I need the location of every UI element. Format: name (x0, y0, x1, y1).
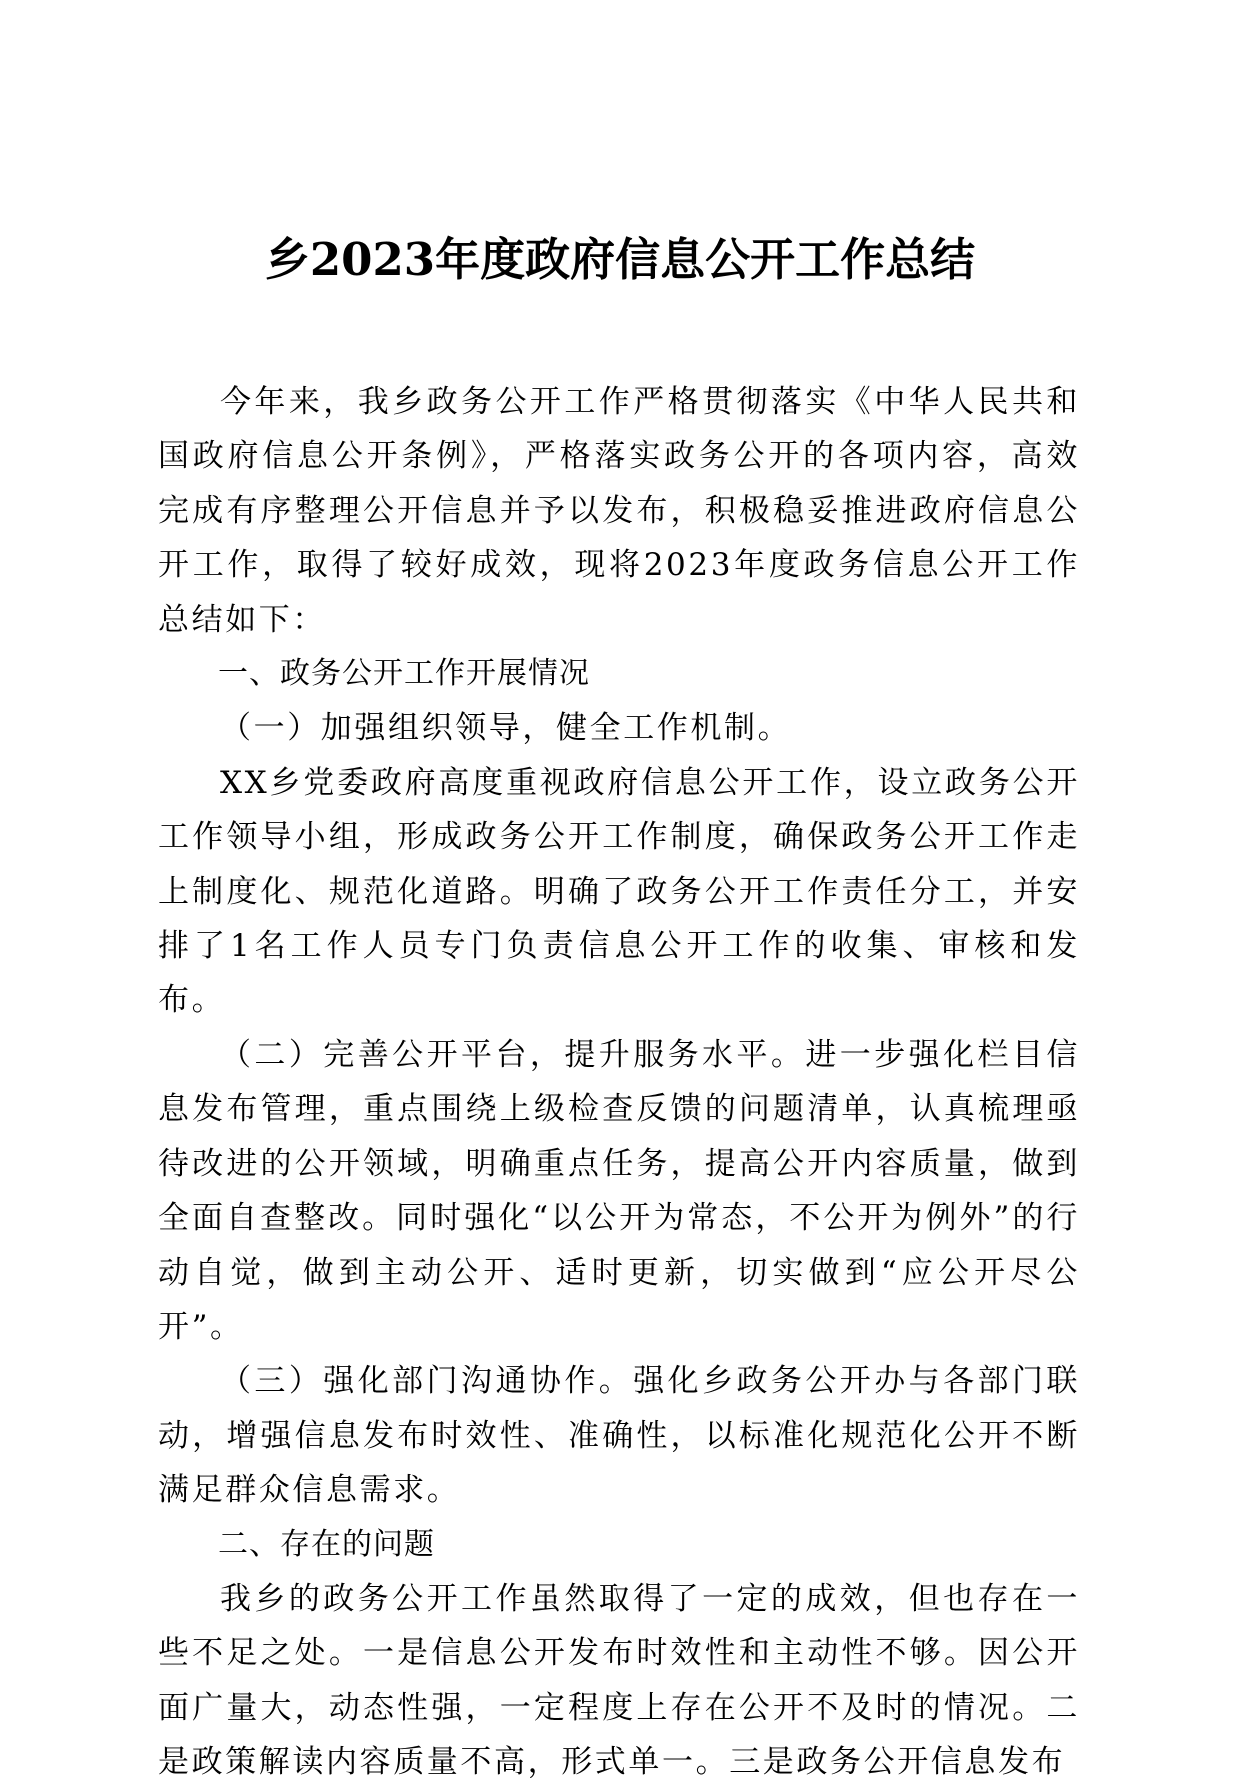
section-2-paragraph: 我乡的政务公开工作虽然取得了一定的成效，但也存在一些不足之处。一是信息公开发布时效性和主动性不够。因公开面广量大，动态性强，一定程度上存在公开不及时的情况。二是政策解读内容质量不高，形式单一。三是政务公开信息发布 (158, 1580, 1080, 1781)
subsection-3-paragraph (158, 1354, 1080, 1517)
subsection-1-heading: （一）加强组织领导，健全工作机制。 (220, 710, 792, 747)
section-1-heading: 一、政务公开工作开展情况 (218, 656, 590, 692)
intro-paragraph: 今年来，我乡政务公开工作严格贯彻落实《中华人民共和国政府信息公开条例》，严格落实政务公开的各项内容，高效完成有序整理公开信息并予以发布，积极稳妥推进政府信息公开工作，取得了较好成效，现将2023年度政务信息公开工作总结如下： (158, 384, 1080, 638)
subsection-1-paragraph: XX乡党委政府高度重视政府信息公开工作，设立政务公开工作领导小组，形成政务公开工作制度，确保政务公开工作走上制度化、规范化道路。明确了政务公开工作责任分工，并安排了1名工作人员专门负责信息公开工作的收集、审核和发布。 (158, 764, 1080, 1019)
document-title: 乡2023年度政府信息公开工作总结 (264, 233, 976, 286)
subsection-3-text: 强化乡政务公开办与各部门联动，增强信息发布时效性、准确性，以标准化规范化公开不断满足群众信息需求。 (158, 1363, 1080, 1509)
subsection-2-text: 进一步强化栏目信息发布管理，重点围绕上级检查反馈的问题清单，认真梳理亟待改进的公开领域，明确重点任务，提高公开内容质量，做到全面自查整改。同时强化“以公开为常态，不公开为例外”的行动自觉，做到主动公开、适时更新，切实做到“应公开尽公开”。 (158, 1036, 1080, 1345)
subsection-2-heading: （二）完善公开平台，提升服务水平。 (220, 1036, 806, 1073)
subsection-2-paragraph (158, 1028, 1080, 1354)
subsection-3-heading: （三）强化部门沟通协作。 (220, 1363, 634, 1400)
section-2-heading: 二、存在的问题 (218, 1526, 435, 1562)
document-body (158, 375, 1080, 1790)
